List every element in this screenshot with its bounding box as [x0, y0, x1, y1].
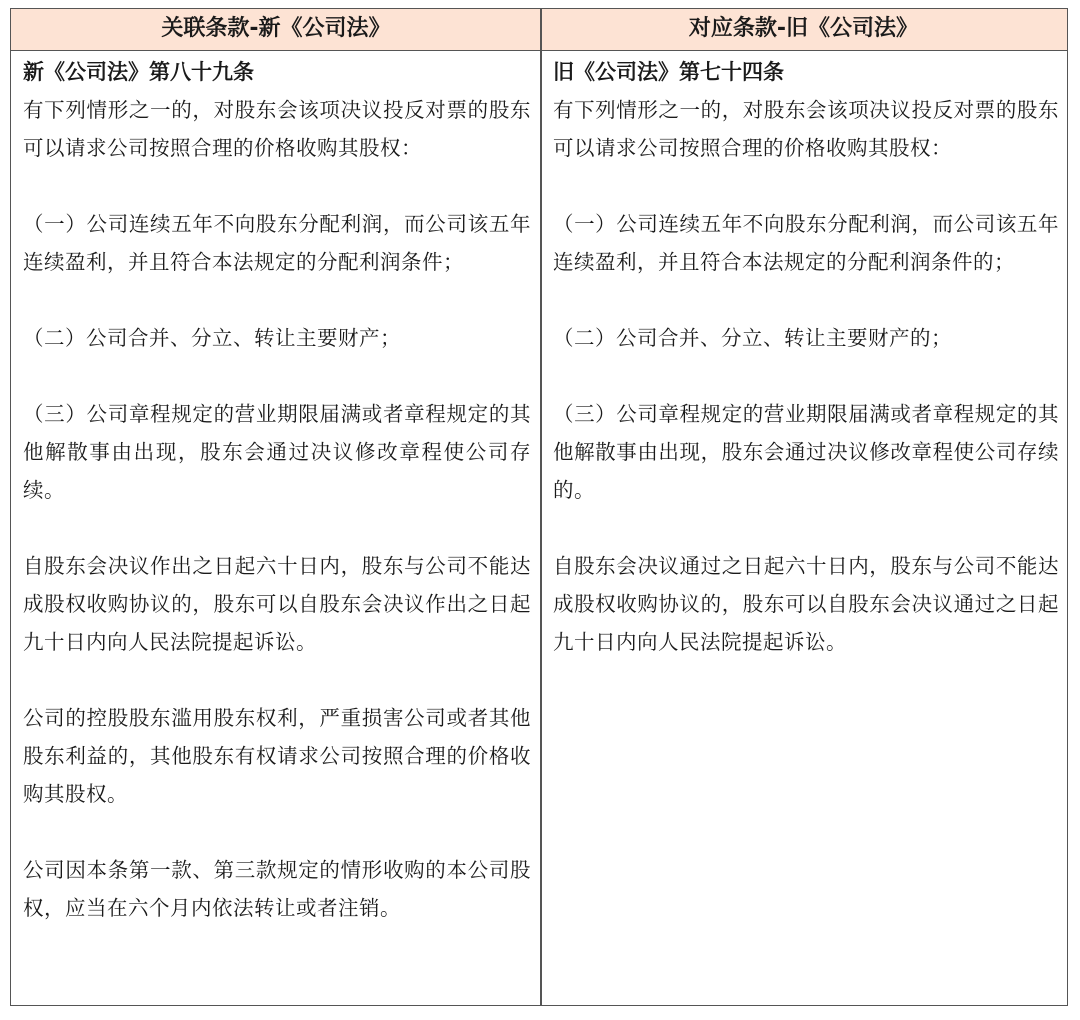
old-law-paragraph: （三）公司章程规定的营业期限届满或者章程规定的其他解散事由出现，股东会通过决议修改章程使公司存续的。: [553, 402, 1059, 502]
new-law-column: [23, 53, 531, 927]
old-law-paragraph: （二）公司合并、分立、转让主要财产的；: [553, 326, 952, 350]
header-old-law: 对应条款-旧《公司法》: [688, 16, 919, 41]
new-law-paragraph: 自股东会决议作出之日起六十日内，股东与公司不能达成股权收购协议的，股东可以自股东会决议作出之日起九十日内向人民法院提起诉讼。: [23, 554, 531, 654]
new-law-paragraph: （二）公司合并、分立、转让主要财产；: [23, 326, 401, 350]
table-header-row: [11, 9, 1067, 51]
comparison-table: [10, 8, 1068, 1006]
new-law-paragraph: 公司的控股股东滥用股东权利，严重损害公司或者其他股东利益的，其他股东有权请求公司按照合理的价格收购其股权。: [23, 706, 531, 806]
old-law-article-title: 旧《公司法》第七十四条: [553, 60, 784, 84]
old-law-column: [553, 53, 1059, 661]
new-law-paragraph: （一）公司连续五年不向股东分配利润，而公司该五年连续盈利，并且符合本法规定的分配利润条件；: [23, 212, 531, 274]
new-law-paragraph: （三）公司章程规定的营业期限届满或者章程规定的其他解散事由出现，股东会通过决议修改章程使公司存续。: [23, 402, 531, 502]
column-divider: [540, 9, 542, 1005]
new-law-paragraph: 有下列情形之一的，对股东会该项决议投反对票的股东可以请求公司按照合理的价格收购其股权：: [23, 98, 531, 160]
old-law-paragraph: 自股东会决议通过之日起六十日内，股东与公司不能达成股权收购协议的，股东可以自股东会决议通过之日起九十日内向人民法院提起诉讼。: [553, 554, 1059, 654]
new-law-paragraph: 公司因本条第一款、第三款规定的情形收购的本公司股权，应当在六个月内依法转让或者注销。: [23, 858, 531, 920]
header-new-law: 关联条款-新《公司法》: [161, 16, 391, 41]
new-law-article-title: 新《公司法》第八十九条: [23, 60, 254, 84]
old-law-paragraph: 有下列情形之一的，对股东会该项决议投反对票的股东可以请求公司按照合理的价格收购其股权：: [553, 98, 1059, 160]
old-law-paragraph: （一）公司连续五年不向股东分配利润，而公司该五年连续盈利，并且符合本法规定的分配利润条件的；: [553, 212, 1059, 274]
